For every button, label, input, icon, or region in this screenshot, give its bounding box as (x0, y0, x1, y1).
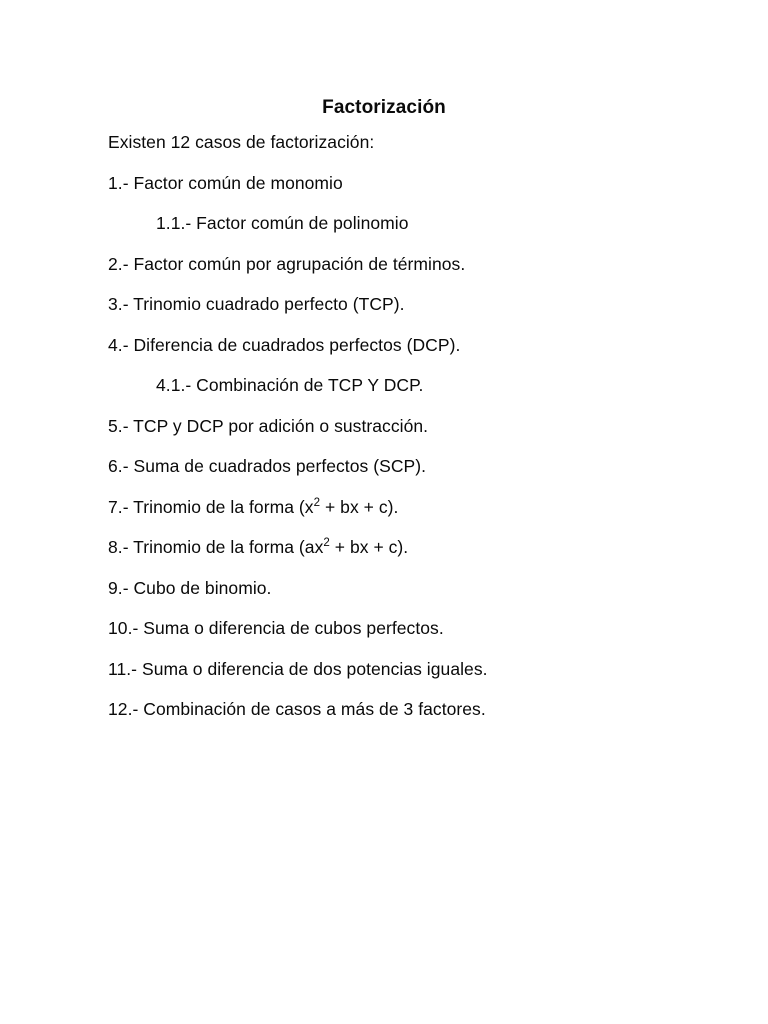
list-item: 9.- Cubo de binomio. (108, 577, 272, 598)
intro-paragraph: Existen 12 casos de factorización: (108, 132, 375, 152)
list-item: 1.1.- Factor común de polinomio (156, 213, 409, 233)
list-item: 4.- Diferencia de cuadrados perfectos (DCP). (108, 334, 461, 355)
list-item: 12.- Combinación de casos a más de 3 factores. (108, 699, 486, 719)
list-item: 1.- Factor común de monomio (108, 172, 343, 193)
list-item: 4.1.- Combinación de TCP Y DCP. (156, 375, 424, 395)
factorization-case-list (108, 163, 708, 730)
document-body (108, 122, 708, 730)
list-item: 7.- Trinomio de la forma ($x^2$ + bx + c). (108, 496, 399, 517)
list-item: 8.- Trinomio de la forma ($ax^2$ + bx + c). (108, 537, 409, 557)
list-item: 6.- Suma de cuadrados perfectos (SCP). (108, 456, 427, 476)
list-item: 2.- Factor común por agrupación de términos. (108, 253, 466, 274)
page-title: Factorización (322, 96, 446, 118)
list-item: 5.- TCP y DCP por adición o sustracción. (108, 415, 429, 436)
list-item: 3.- Trinomio cuadrado perfecto (TCP). (108, 294, 405, 314)
list-item: 10.- Suma o diferencia de cubos perfectos. (108, 618, 444, 638)
list-item: 11.- Suma o diferencia de dos potencias iguales. (108, 658, 488, 679)
